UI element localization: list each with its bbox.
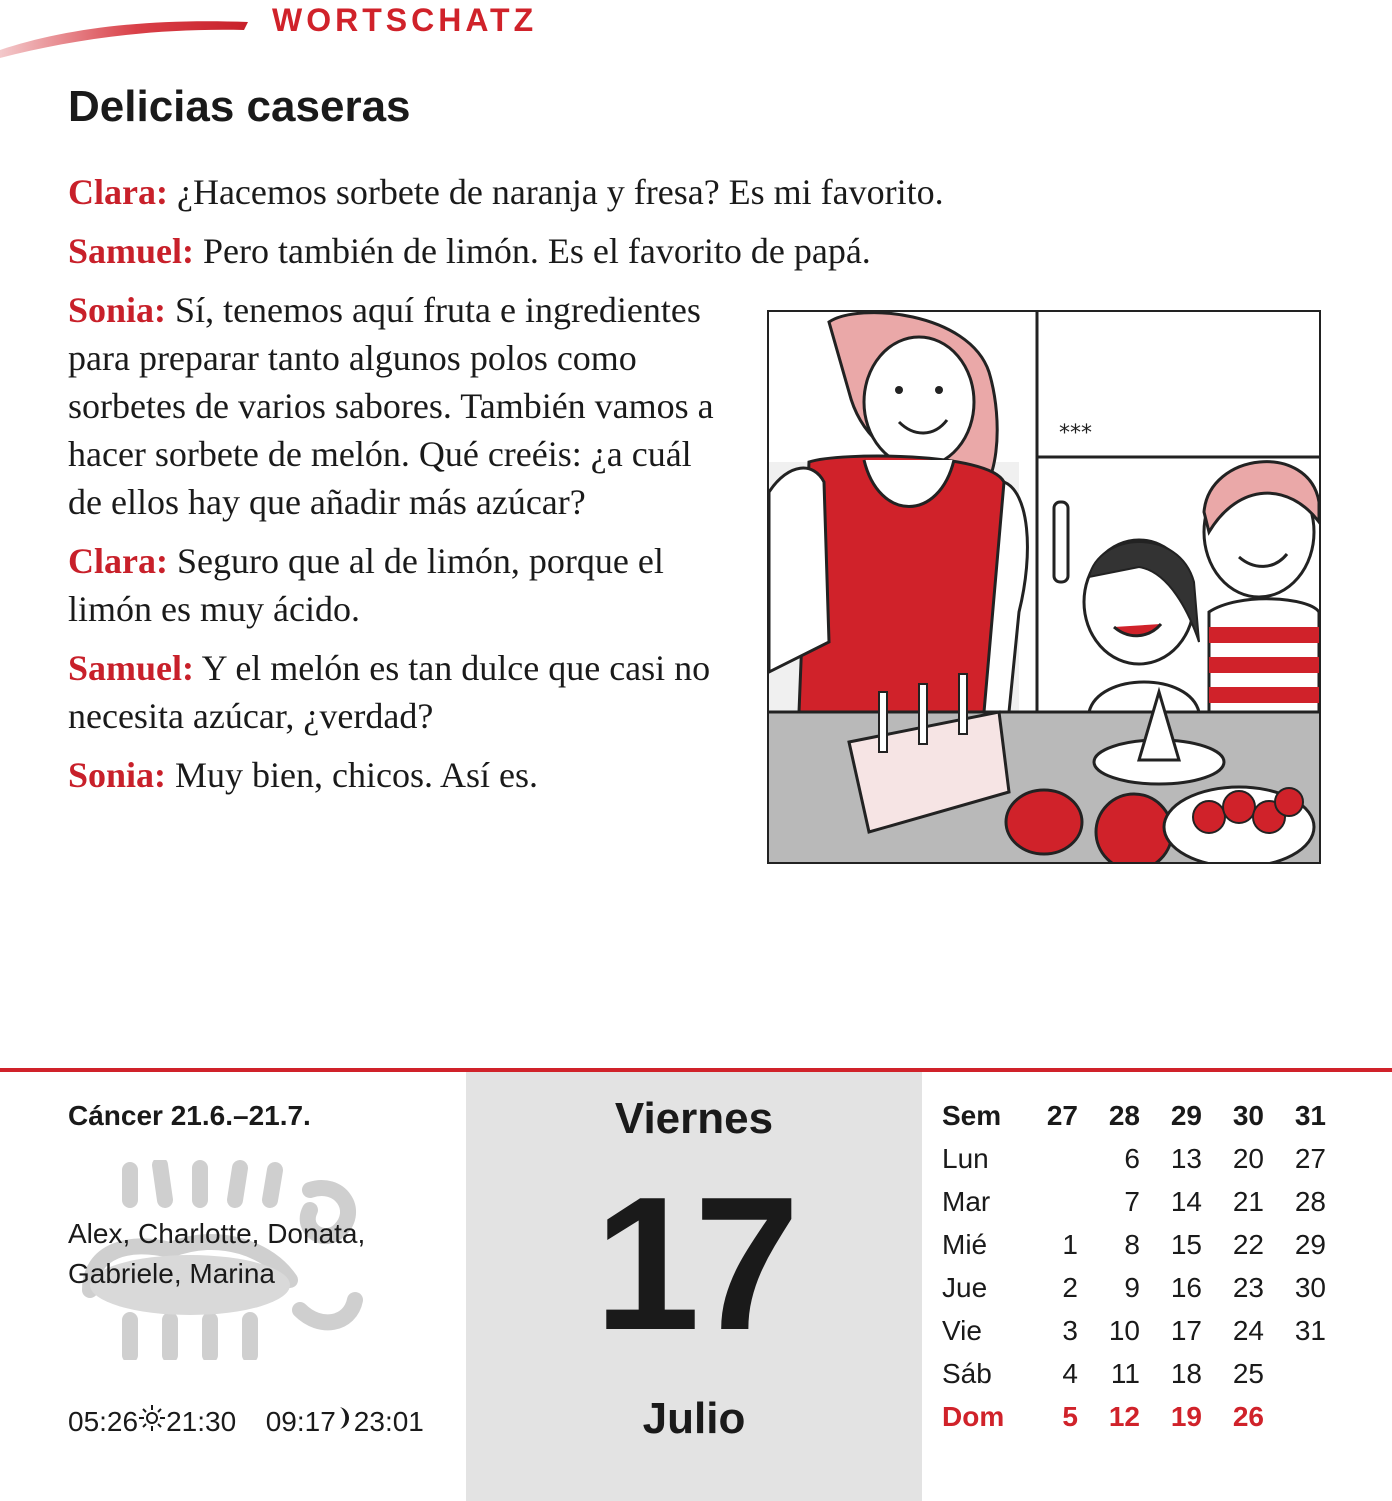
calendar-day: 21 (1232, 1186, 1264, 1217)
day-label: Jue (942, 1272, 988, 1303)
speaker-name: Sonia: (68, 290, 167, 330)
calendar-day: 12 (1108, 1401, 1140, 1432)
sunset-time: 21:30 (166, 1405, 237, 1437)
sun-moon-times (68, 1404, 424, 1439)
dialog-line (68, 168, 1358, 216)
week-number: 31 (1294, 1100, 1326, 1131)
speaker-name: Sonia: (68, 755, 167, 795)
dialog-text: ¿Hacemos sorbete de naranja y fresa? Es mi favorito. (167, 172, 944, 212)
calendar-day: 2 (1062, 1272, 1078, 1303)
calendar-day: 17 (1170, 1315, 1202, 1346)
day-label: Mié (942, 1229, 988, 1260)
calendar-day: 8 (1124, 1229, 1140, 1260)
dialog-line (68, 286, 728, 526)
calendar-day: 30 (1294, 1272, 1326, 1303)
speaker-name: Samuel: (68, 231, 194, 271)
sun-icon (138, 1404, 166, 1439)
speaker-name: Clara: (68, 541, 168, 581)
calendar-day: 29 (1294, 1229, 1326, 1260)
speaker-name: Clara: (68, 172, 168, 212)
calendar-day: 15 (1170, 1229, 1202, 1260)
name-days: Alex, Charlotte, Donata, Gabriele, Marina (68, 1218, 366, 1289)
dialog-text: Seguro que al de limón, porque el limón es muy ácido. (68, 541, 664, 629)
day-number: 17 (594, 1158, 794, 1370)
day-label: Mar (942, 1186, 991, 1217)
calendar-day: 11 (1110, 1358, 1140, 1389)
calendar-day: 19 (1170, 1401, 1202, 1432)
kitchen-illustration (767, 310, 1321, 864)
dialog-line (68, 751, 728, 799)
calendar-day: 22 (1232, 1229, 1264, 1260)
calendar-day: 26 (1232, 1401, 1264, 1432)
sunrise-time: 05:26 (68, 1405, 139, 1437)
moon-icon (336, 1404, 354, 1439)
day-label: Lun (942, 1143, 989, 1174)
calendar-day: 3 (1062, 1315, 1078, 1346)
calendar-day: 9 (1124, 1272, 1140, 1303)
calendar-day: 23 (1232, 1272, 1264, 1303)
calendar-day: 20 (1232, 1143, 1264, 1174)
calendar-day: 28 (1294, 1186, 1326, 1217)
date-panel (466, 1072, 922, 1501)
section-label: WORTSCHATZ (272, 2, 538, 38)
dialog-text: Muy bien, chicos. Así es. (166, 755, 539, 795)
speaker-name: Samuel: (68, 648, 194, 688)
dialog-text: Sí, tenemos aquí fruta e ingredientes para preparar tanto algunos polos como sorbetes de varios sabores. También vamos a hacer sorbete de melón. Qué creéis: ¿a cuál de ellos hay que añadir más azúcar? (68, 290, 714, 522)
dialog-line (68, 537, 728, 633)
dialog-text: Y el melón es tan dulce que casi no necesita azúcar, ¿verdad? (68, 648, 711, 736)
calendar-day: 10 (1108, 1315, 1140, 1346)
calendar-day: 18 (1170, 1358, 1202, 1389)
weekday: Viernes (614, 1094, 774, 1143)
month-name: Julio (642, 1394, 746, 1443)
header-swoosh (0, 0, 250, 60)
moonrise-time: 09:17 (265, 1405, 336, 1437)
calendar-day: 6 (1124, 1143, 1140, 1174)
calendar-day: 24 (1232, 1315, 1264, 1346)
calendar-day: 31 (1294, 1315, 1326, 1346)
dialog-text: Pero también de limón. Es el favorito de papá. (194, 231, 871, 271)
zodiac-sign: Cáncer 21.6.–21.7. (68, 1100, 311, 1131)
day-label: Vie (942, 1315, 982, 1346)
dialog-line (68, 227, 1358, 275)
week-number: 29 (1170, 1100, 1202, 1131)
calendar-day: 25 (1232, 1358, 1264, 1389)
calendar-day: 1 (1062, 1229, 1078, 1260)
day-label: Sáb (942, 1358, 992, 1389)
week-number: 28 (1108, 1100, 1140, 1131)
week-number: 30 (1232, 1100, 1264, 1131)
calendar-day: 16 (1170, 1272, 1202, 1303)
calendar-day: 7 (1124, 1186, 1140, 1217)
svg-text:***: *** (1059, 421, 1092, 446)
page-title: Delicias caseras (68, 82, 411, 131)
dialog-line (68, 644, 728, 740)
calendar-day: 4 (1062, 1358, 1078, 1389)
calendar-day: 5 (1062, 1401, 1078, 1432)
calendar-day: 27 (1294, 1143, 1326, 1174)
calendar-day: 13 (1170, 1143, 1202, 1174)
calendar-day: 14 (1170, 1186, 1202, 1217)
day-label: Dom (942, 1401, 1005, 1432)
week-label: Sem (942, 1100, 1002, 1131)
moonset-time: 23:01 (353, 1405, 424, 1437)
week-number: 27 (1046, 1100, 1078, 1131)
